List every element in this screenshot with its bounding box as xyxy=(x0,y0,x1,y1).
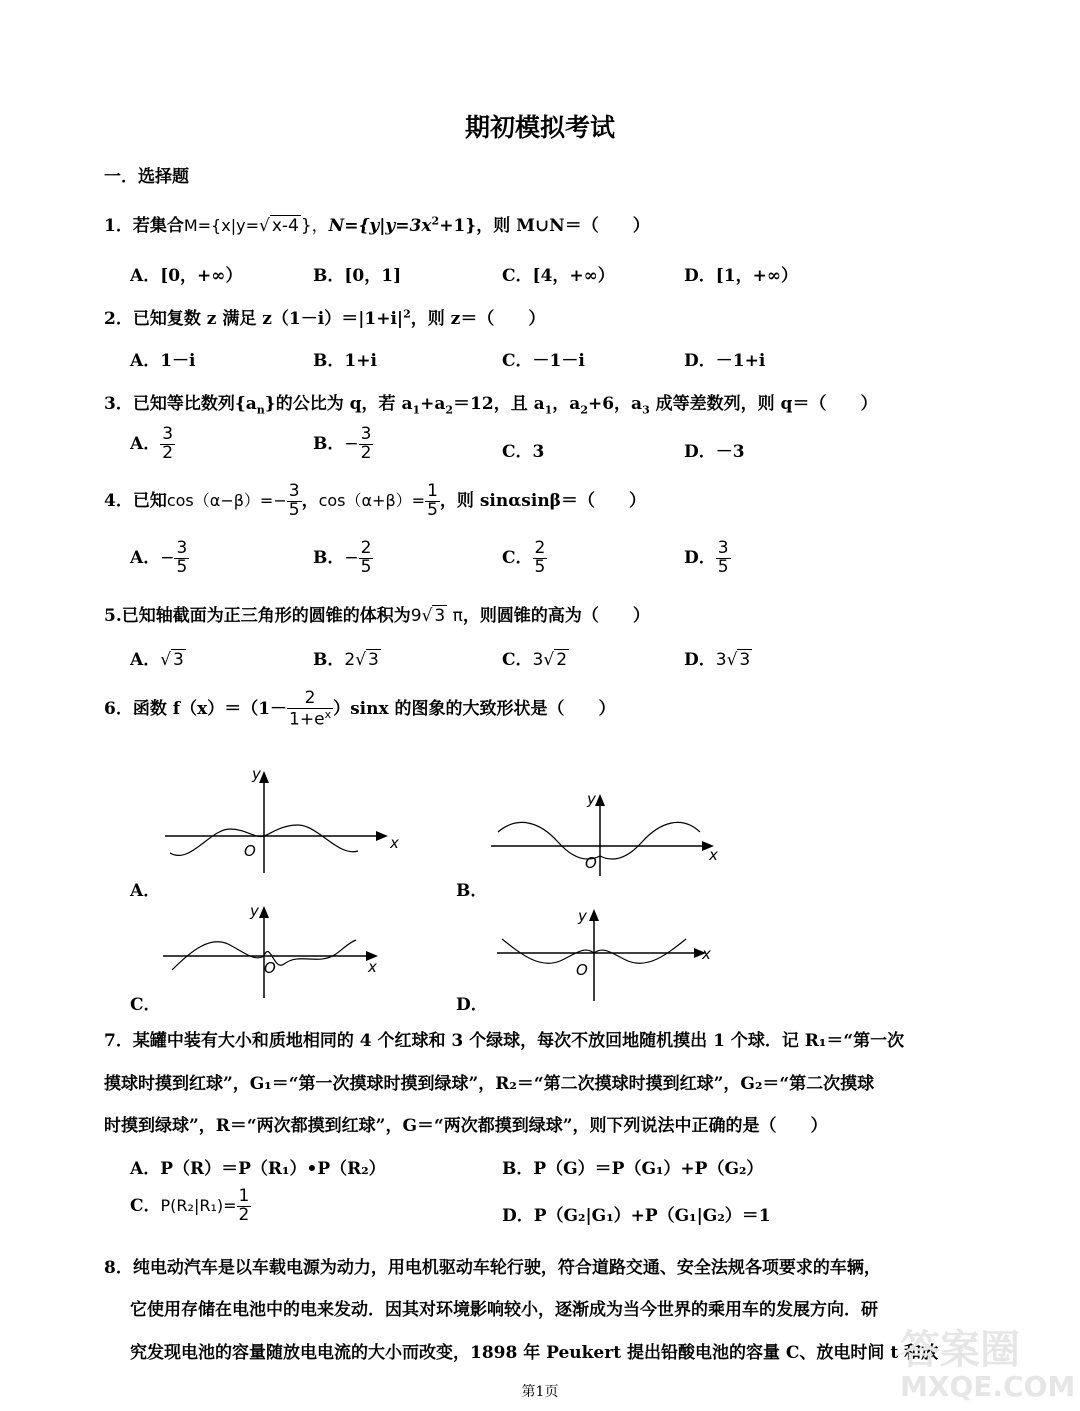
question-7-line-3: 时摸到绿球”，R＝“两次都摸到红球”，G＝“两次都摸到绿球”，则下列说法中正确的是（ ） xyxy=(104,1116,828,1136)
q4-option-c: C． $\frac{2}{5}$ xyxy=(502,538,546,577)
q1-option-b: B．[0，1] xyxy=(313,266,402,286)
question-1: 1．若集合M={x|y=√ x-4 }，$N=\{y|y=3x^2+1\}$，则 M∪N＝（ ） xyxy=(104,214,650,236)
graph-b-origin-label: O xyxy=(585,854,597,872)
q2-option-a: A．1－i xyxy=(130,351,196,371)
q6-label-a: A． xyxy=(130,881,161,901)
question-8-line-1: 8．纯电动汽车是以车载电源为动力，用电机驱动车轮行驶，符合道路交通、安全法规各项要求的车辆， xyxy=(104,1258,881,1278)
question-4: 4．已知cos（α−β）=− $\frac{3}{5}$ ，cos（α+β）= $\frac{1}{5}$ ，则 sinαsinβ＝（ ） xyxy=(104,481,646,520)
graph-c-y-label: y xyxy=(250,902,259,920)
question-2: 2．已知复数 z 满足 $z(1-i)=|1+i|^2$，则 z＝（ ） xyxy=(104,307,546,329)
q3-option-b: B．− $\frac{3}{2}$ xyxy=(313,424,372,463)
graph-b xyxy=(488,790,728,880)
watermark-logo: 答案圈 xyxy=(900,1327,1020,1373)
q1-option-a: A．[0，+∞） xyxy=(130,266,243,286)
question-5: 5.已知轴截面为正三角形的圆锥的体积为9√ 3 π，则圆锥的高为（ ） xyxy=(104,606,650,626)
graph-c-x-label: x xyxy=(368,958,377,976)
q6-label-d: D． xyxy=(456,995,488,1015)
graph-c-origin-label: O xyxy=(264,959,276,977)
graph-a-x-label: x xyxy=(390,834,399,852)
sqrt-expression: √ x-4 xyxy=(258,216,299,236)
q2-option-c: C．－1－i xyxy=(502,351,585,371)
graph-d-x-label: x xyxy=(702,945,711,963)
graph-a xyxy=(160,765,410,875)
q3-option-d: D．－3 xyxy=(684,442,745,462)
graph-b-x-label: x xyxy=(709,846,718,864)
graph-b-y-label: y xyxy=(587,790,596,808)
question-7-line-2: 摸球时摸到红球”，G₁＝“第一次摸球时摸到绿球”，R₂＝“第二次摸球时摸到红球”，G₂＝“第二次摸球 xyxy=(104,1074,875,1094)
q1-option-d: D．[1，+∞） xyxy=(684,266,799,286)
question-3: 3．已知等比数列$\{a_n\}$的公比为 q，若 $a_1+a_2=12$，且 $a_1$，$a_2+6$，$a_3$ 成等差数列，则 q＝（ ） xyxy=(104,394,878,417)
q4-option-a: A．− $\frac{3}{5}$ xyxy=(130,538,188,577)
q7-option-d: D．P（G₂|G₁）+P（G₁|G₂）＝1 xyxy=(502,1206,771,1226)
q1-option-c: C．[4，+∞） xyxy=(502,266,615,286)
graph-a-origin-label: O xyxy=(244,842,256,860)
q7-option-c: C．P(R₂|R₁)= $\frac{1}{2}$ xyxy=(130,1186,250,1225)
q4-option-b: B．− $\frac{2}{5}$ xyxy=(313,538,372,577)
q6-label-c: C． xyxy=(130,995,161,1015)
q5-option-c: C．3√ 2 xyxy=(502,650,568,670)
graph-c xyxy=(160,900,400,1000)
q2-option-d: D．－1+i xyxy=(684,351,766,371)
q5-option-d: D．3√ 3 xyxy=(684,650,751,670)
question-7-line-1: 7．某罐中装有大小和质地相同的 4 个红球和 3 个绿球，每次不放回地随机摸出 1 个球．记 R₁＝“第一次 xyxy=(104,1031,905,1051)
question-6: 6．函数 f（x）＝（1－ $\frac{2}{1+e^x}$ ）sinx 的图象的大致形状是（ ） xyxy=(104,688,616,730)
page-title: 期初模拟考试 xyxy=(464,113,615,142)
q3-option-a: A． $\frac{3}{2}$ xyxy=(130,424,174,463)
section-heading: 一．选择题 xyxy=(104,167,189,187)
question-8-line-3: 究发现电池的容量随放电电流的大小而改变，1898 年 Peukert 提出铅酸电池的容量 C、放电时间 t 和放 xyxy=(130,1343,939,1363)
watermark-text: MXQE.COM xyxy=(900,1370,1076,1403)
q7-option-b: B．P（G）＝P（G₁）+P（G₂） xyxy=(502,1159,764,1179)
graph-d-origin-label: O xyxy=(576,961,588,979)
q4-option-d: D． $\frac{3}{5}$ xyxy=(684,538,729,577)
page-number: 第1页 xyxy=(521,1384,559,1400)
graph-d xyxy=(494,905,724,1005)
q3-option-c: C．3 xyxy=(502,442,545,462)
q6-label-b: B． xyxy=(456,881,488,901)
graph-a-y-label: y xyxy=(252,765,261,783)
question-8-line-2: 它使用存储在电池中的电来发动．因其对环境影响较小，逐渐成为当今世界的乘用车的发展方向．研 xyxy=(130,1300,878,1320)
q5-option-a: A．√ 3 xyxy=(130,650,184,670)
q7-option-a: A．P（R）＝P（R₁）•P（R₂） xyxy=(130,1159,386,1179)
q5-option-b: B．2√ 3 xyxy=(313,650,379,670)
graph-d-y-label: y xyxy=(578,907,587,925)
q2-option-b: B．1+i xyxy=(313,351,377,371)
